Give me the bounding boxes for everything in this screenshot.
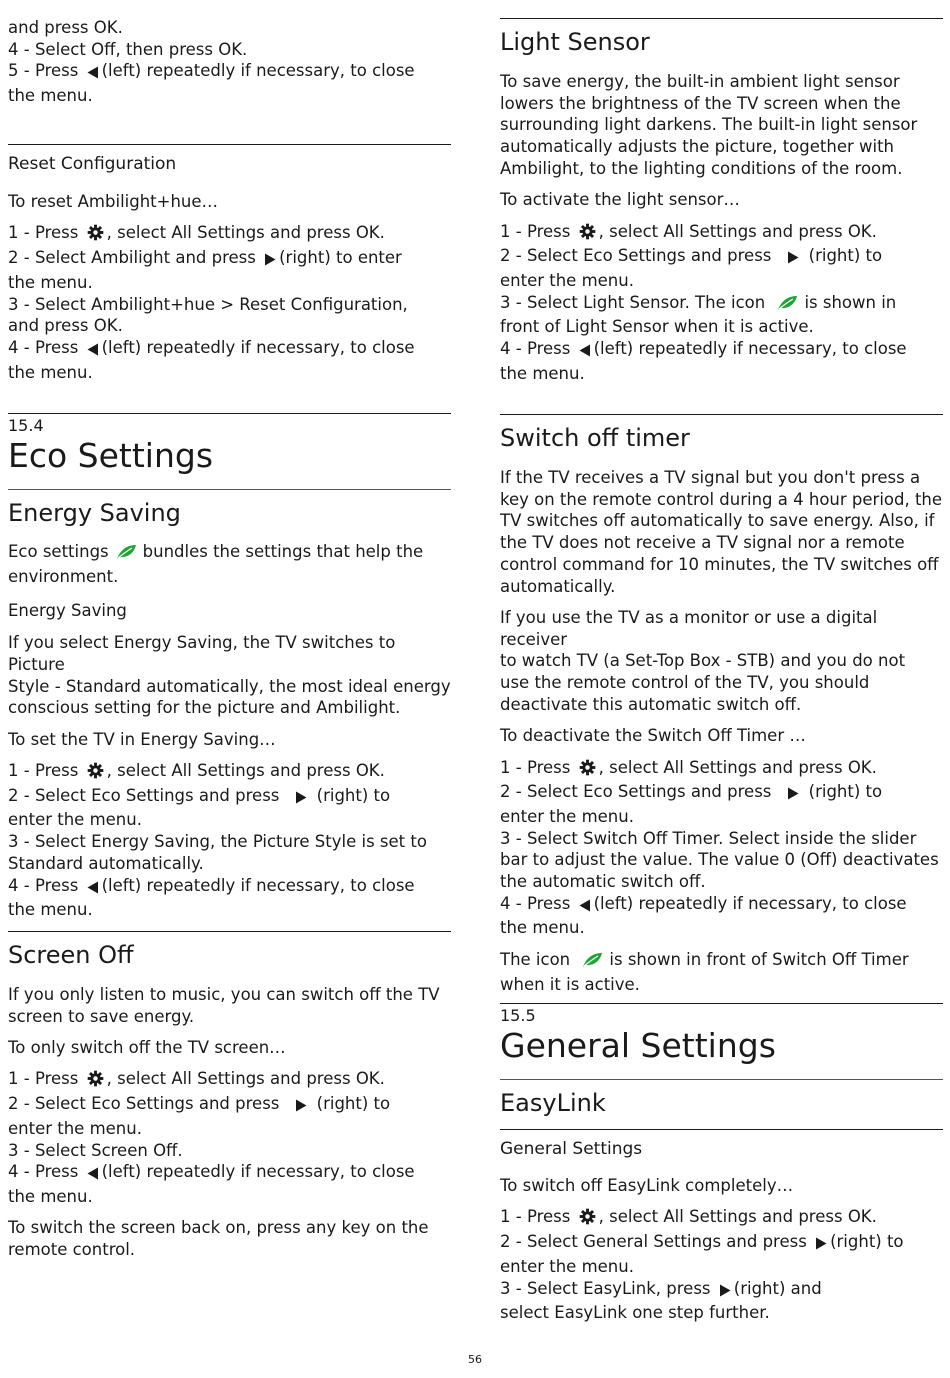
- step-4: 4 - Press (left) repeatedly if necessary, to close: [8, 1161, 451, 1186]
- leaf-icon: [776, 295, 798, 317]
- chapter-number: 15.5: [500, 1006, 536, 1025]
- step-3-cont: the automatic switch off.: [500, 872, 706, 892]
- desc-line: automatically adjusts the picture, together with: [500, 137, 895, 157]
- chapter-title: Eco Settings: [8, 436, 214, 475]
- gear-icon: [579, 223, 596, 246]
- gear-icon: [579, 1208, 596, 1231]
- step-4: 4 - Press (left) repeatedly if necessary, to close: [500, 338, 943, 363]
- step-1: 1 - Press , select All Settings and press OK.: [500, 221, 943, 246]
- triangle-left-icon: [87, 878, 99, 900]
- intro: Eco settings bundles the settings that help the: [8, 541, 451, 566]
- gear-icon: [87, 224, 104, 247]
- outro-line: To switch the screen back on, press any key on the: [8, 1218, 429, 1238]
- step-4-cont: the menu.: [500, 918, 585, 938]
- switch-off-timer-section: [500, 423, 943, 995]
- desc-line: deactivate this automatic switch off.: [500, 694, 802, 714]
- outro-line: remote control.: [8, 1240, 136, 1260]
- step-line: the menu.: [8, 86, 93, 106]
- step-1: 1 - Press , select All Settings and press OK.: [8, 222, 451, 247]
- outro-cont: when it is active.: [500, 974, 640, 994]
- triangle-left-icon: [87, 63, 99, 85]
- divider: [8, 931, 451, 932]
- step-4: 4 - Press (left) repeatedly if necessary, to close: [8, 337, 451, 362]
- section-title: EasyLink: [500, 1089, 606, 1117]
- step-1: 1 - Press , select All Settings and press OK.: [8, 760, 451, 785]
- desc-line: Style - Standard automatically, the most ideal energy: [8, 676, 451, 696]
- triangle-right-icon: [815, 1234, 827, 1256]
- desc-line: to watch TV (a Set-Top Box - STB) and you do not: [500, 651, 906, 671]
- step-2-cont: enter the menu.: [500, 806, 634, 826]
- section-title: Screen Off: [8, 941, 134, 969]
- step-4-cont: the menu.: [8, 900, 93, 920]
- outro: The icon is shown in front of Switch Off Timer: [500, 949, 943, 974]
- step-2-cont: enter the menu.: [8, 1118, 142, 1138]
- desc-line: lowers the brightness of the TV screen when the: [500, 93, 901, 113]
- intro-cont: environment.: [8, 566, 119, 586]
- step-3: 3 - Select Light Sensor. The icon is shown in: [500, 292, 943, 317]
- desc-line: If you only listen to music, you can switch off the TV: [8, 985, 440, 1004]
- step-3-cont: front of Light Sensor when it is active.: [500, 317, 814, 337]
- intro: To only switch off the TV screen…: [8, 1038, 286, 1058]
- step-3-cont: and press OK.: [8, 316, 123, 336]
- step-4: 4 - Press (left) repeatedly if necessary, to close: [8, 875, 451, 900]
- light-sensor-section: [500, 27, 943, 385]
- step-3: 3 - Select Screen Off.: [8, 1140, 183, 1160]
- step-2: 2 - Select Ambilight and press (right) to enter: [8, 247, 451, 272]
- step-2: 2 - Select Eco Settings and press (right) to: [8, 785, 451, 810]
- step-3: 3 - Select Energy Saving, the Picture Style is set to: [8, 832, 427, 852]
- step-2: 2 - Select Eco Settings and press (right) to: [8, 1093, 451, 1118]
- triangle-right-icon: [719, 1281, 731, 1303]
- desc-line: automatically.: [500, 576, 616, 596]
- page-number: 56: [468, 1353, 482, 1366]
- energy-saving-section: [8, 498, 451, 921]
- desc-line: control command for 10 minutes, the TV switches off: [500, 554, 939, 574]
- section-title: Energy Saving: [8, 499, 181, 527]
- chapter-15-5: [500, 1006, 943, 1066]
- triangle-right-icon: [787, 784, 799, 806]
- desc-line: screen to save energy.: [8, 1006, 195, 1026]
- desc-line: If the TV receives a TV signal but you don't press a: [500, 468, 921, 487]
- chapter-15-4: [8, 416, 451, 476]
- section-title: Light Sensor: [500, 28, 650, 56]
- step-4-cont: the menu.: [500, 363, 585, 383]
- step-4-cont: the menu.: [8, 362, 93, 382]
- intro: To switch off EasyLink completely…: [500, 1176, 794, 1195]
- continued-steps: [8, 17, 451, 107]
- intro: To reset Ambilight+hue…: [8, 192, 219, 211]
- step-2: 2 - Select Eco Settings and press (right) to: [500, 781, 943, 806]
- step-line: and press OK.: [8, 18, 123, 37]
- triangle-right-icon: [295, 788, 307, 810]
- step-2-cont: the menu.: [8, 272, 93, 292]
- triangle-left-icon: [579, 896, 591, 918]
- triangle-right-icon: [264, 250, 276, 272]
- desc-line: the TV does not receive a TV signal nor a remote: [500, 533, 905, 553]
- triangle-right-icon: [295, 1096, 307, 1118]
- desc-line: conscious setting for the picture and Ambilight.: [8, 698, 401, 718]
- divider: [500, 1129, 943, 1130]
- subheading: General Settings: [500, 1139, 643, 1159]
- divider: [500, 18, 943, 19]
- desc-line: use the remote control of the TV, you should: [500, 673, 870, 693]
- step-line: 5 - Press (left) repeatedly if necessary, to close: [8, 60, 451, 85]
- gear-icon: [87, 762, 104, 785]
- desc-line: surrounding light darkens. The built-in light sensor: [500, 115, 918, 135]
- easylink-section: [500, 1088, 943, 1118]
- step-2-cont: enter the menu.: [8, 810, 142, 830]
- triangle-left-icon: [87, 1164, 99, 1186]
- step-1: 1 - Press , select All Settings and press OK.: [8, 1068, 451, 1093]
- step-4: 4 - Press (left) repeatedly if necessary, to close: [500, 893, 943, 918]
- desc-line: key on the remote control during a 4 hour period, the: [500, 489, 943, 509]
- divider: [500, 1003, 943, 1004]
- step-3: 3 - Select Switch Off Timer. Select inside the slider: [500, 828, 917, 848]
- step-4-cont: the menu.: [8, 1187, 93, 1206]
- step-line: 4 - Select Off, then press OK.: [8, 39, 248, 59]
- step-2: 2 - Select Eco Settings and press (right) to: [500, 245, 943, 270]
- divider: [8, 489, 451, 490]
- step-2: 2 - Select General Settings and press (right) to: [500, 1231, 943, 1256]
- desc-line: Ambilight, to the lighting conditions of the room.: [500, 158, 903, 178]
- step-3: 3 - Select EasyLink, press (right) and: [500, 1278, 943, 1303]
- leaf-icon: [115, 544, 137, 566]
- easylink-steps: [500, 1138, 943, 1324]
- section-title: Switch off timer: [500, 424, 690, 452]
- screen-off-section: [8, 940, 451, 1261]
- intro: To activate the light sensor…: [500, 190, 740, 210]
- section-title: Reset Configuration: [8, 154, 177, 174]
- triangle-left-icon: [579, 341, 591, 363]
- desc-line: If you select Energy Saving, the TV switches to Picture: [8, 633, 396, 674]
- gear-icon: [579, 759, 596, 782]
- step-3-cont: bar to adjust the value. The value 0 (Off) deactivates: [500, 850, 939, 870]
- triangle-left-icon: [87, 340, 99, 362]
- subheading: Energy Saving: [8, 601, 127, 621]
- divider: [500, 1079, 943, 1080]
- desc-line: If you use the TV as a monitor or use a digital receiver: [500, 607, 878, 649]
- triangle-right-icon: [787, 248, 799, 270]
- chapter-title: General Settings: [500, 1026, 776, 1065]
- gear-icon: [87, 1070, 104, 1093]
- divider: [500, 414, 943, 415]
- set-intro: To set the TV in Energy Saving…: [8, 729, 276, 749]
- step-1: 1 - Press , select All Settings and press OK.: [500, 1206, 943, 1231]
- leaf-icon: [581, 952, 603, 974]
- step-1: 1 - Press , select All Settings and press OK.: [500, 757, 943, 782]
- divider: [8, 144, 451, 145]
- intro: To deactivate the Switch Off Timer …: [500, 726, 806, 746]
- chapter-number: 15.4: [8, 416, 44, 435]
- desc-line: TV switches off automatically to save energy. Also, if: [500, 511, 935, 531]
- step-3-cont: Standard automatically.: [8, 853, 204, 873]
- step-2-cont: enter the menu.: [500, 1256, 634, 1276]
- step-3-cont: select EasyLink one step further.: [500, 1303, 770, 1323]
- step-2-cont: enter the menu.: [500, 271, 634, 290]
- step-3: 3 - Select Ambilight+hue > Reset Configuration,: [8, 294, 408, 314]
- reset-configuration-section: [8, 153, 451, 383]
- divider: [8, 413, 451, 414]
- desc-line: To save energy, the built-in ambient light sensor: [500, 72, 900, 91]
